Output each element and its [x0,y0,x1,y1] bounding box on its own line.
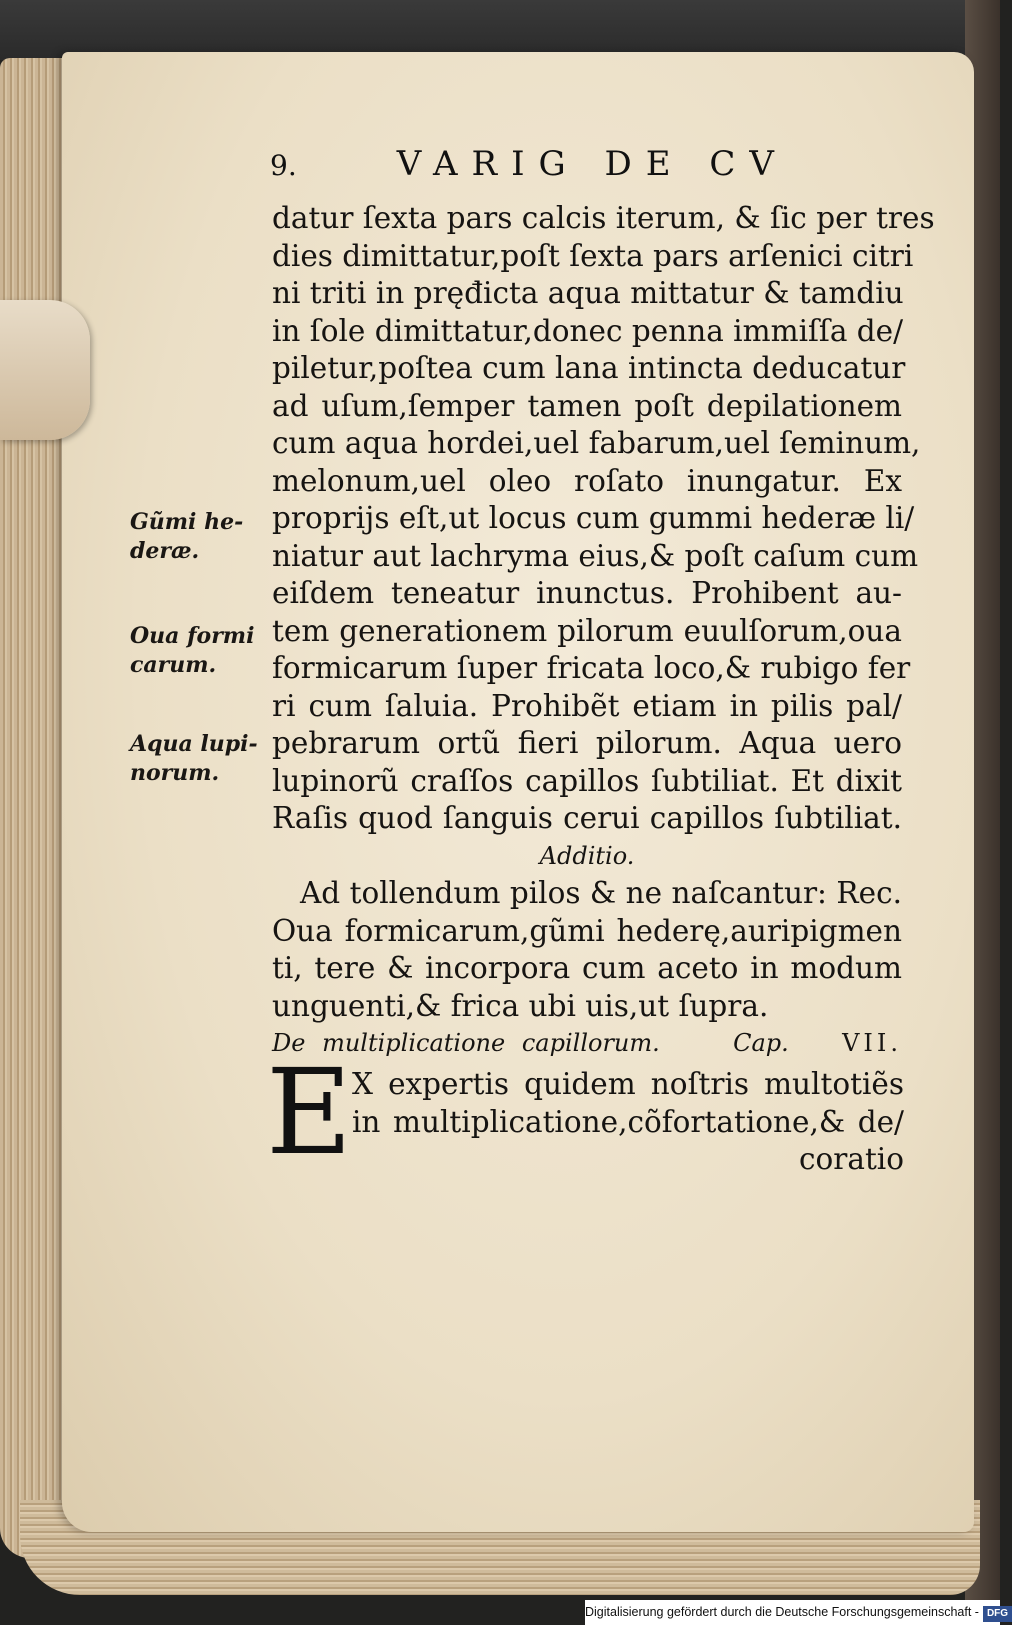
dfg-logo: DFG [983,1606,1012,1622]
page-number: 9. [270,149,297,182]
text-line: X expertis quidem noſtris multotiẽs [352,1067,904,1101]
running-title: VARIG DE CV [396,144,788,184]
digitization-credit [585,1600,1009,1625]
margin-note-line: Oua formi [130,623,255,649]
text-line: in multiplicatione,cõfortatione,& de/ [352,1104,904,1139]
chapter-title: De multiplicatione capillorum. [272,1029,660,1057]
text-line: niatur aut lachryma eius,& poſt caſum cum [272,538,919,573]
text-line: pebrarum ortũ fieri pilorum. Aqua uero [272,726,902,760]
margin-note-line: Gũmi he- [130,509,244,535]
text-line: eiſdem teneatur inunctus. Prohibent au- [272,576,902,610]
chapter-heading [272,1025,902,1063]
text-line: Ad tollendum pilos & ne naſcantur: Rec. [300,876,902,910]
margin-note-line: carum. [130,652,217,678]
text-line: lupinorũ craſſos capillos ſubtiliat. Et dixit [272,763,902,798]
text-line: datur ſexta pars calcis iterum, & ſic per tres [272,201,935,235]
margin-note [130,508,260,566]
text-line: Raſis quod ſanguis cerui capillos ſubtiliat. [272,801,902,835]
credit-text: Digitalisierung gefördert durch die Deutsche Forschungsgemeinschaft - [585,1605,979,1619]
text-line: piletur,poſtea cum lana intincta deducatur [272,351,906,385]
text-line: unguenti,& frica ubi uis,ut ſupra. [272,988,769,1023]
text-line: tem generationem pilorum euulſorum,oua [272,613,902,648]
text-line: proprijs eſt,ut locus cum gummi hederæ li/ [272,501,915,535]
bookmark-tab [0,300,90,440]
text-line: ad uſum,ſemper tamen poſt depilationem [272,388,902,423]
text-line: ni triti in pręđicta aqua mittatur & tamdiu [272,276,904,310]
text-line: melonum,uel oleo roſato inungatur. Ex [272,463,902,498]
text-line: in ſole dimittatur,donec penna immiſſa de/ [272,313,904,348]
margin-note-line: deræ. [130,538,200,564]
margin-note [130,622,260,680]
running-head [270,144,788,184]
main-text-block [272,200,935,1063]
chapter-opening-lines [352,1066,904,1179]
text-line: ri cum ſaluia. Prohibẽt etiam in pilis pal/ [272,688,902,723]
catchword: coratio [798,1142,904,1176]
chapter-number: VII. [842,1029,902,1057]
additio-heading: Additio. [539,841,635,870]
chapter-label: Cap. [733,1029,789,1057]
margin-note [130,730,260,788]
drop-initial: E [266,1043,353,1181]
text-line: formicarum ſuper fricata loco,& rubigo fer [272,651,911,685]
text-line: Oua formicarum,gũmi hederę,auripigmen [272,913,902,948]
margin-note-line: Aqua lupi- [130,731,258,757]
scan-background-top [0,0,1000,60]
text-line: ti, tere & incorpora cum aceto in modum [272,951,902,985]
text-line: cum aqua hordei,uel fabarum,uel ſeminum, [272,426,921,460]
margin-note-line: norum. [130,760,220,786]
text-line: dies dimittatur,poſt ſexta pars arſenici citri [272,238,914,273]
